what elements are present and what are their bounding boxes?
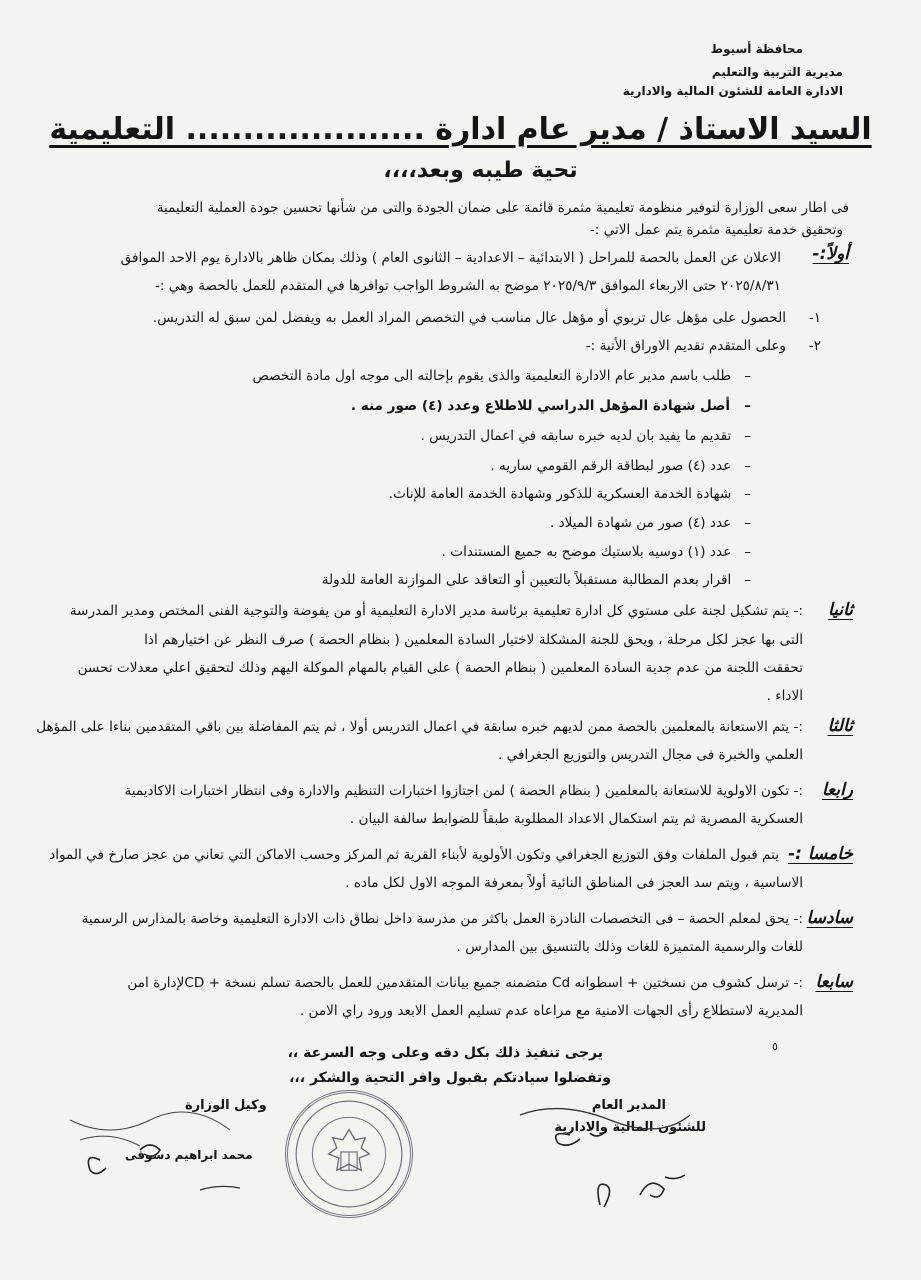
sixth-line-2: للغات والرسمية المتميزة للغات وذلك بالتنسيق بين المدارس . — [456, 939, 803, 955]
section-first-label: أولاً:- — [812, 244, 849, 264]
directorate-label: مديرية التربية والتعليم — [711, 65, 843, 79]
third-line-2: العلمي والخبرة فى مجال التدريس والتوزيع الجغرافي . — [497, 747, 803, 763]
fifth-line-2: الاساسية ، ويتم سد العجز فى المناطق النائية أولاً بمعرفة الموجه الاول لكل ماده . — [345, 875, 803, 891]
signature-right-title-1: المدير العام — [591, 1098, 666, 1113]
section-fourth-label: رابعا — [821, 780, 853, 800]
doc-item: – عدد (٤) صور لبطاقة الرقم القومي ساريه . — [490, 458, 751, 474]
numbered-1-num: ١- — [808, 310, 821, 326]
second-line-3: تحققت اللجنة من عدم جدية السادة المعلمين ( بنظام الحصة ) على القيام بالمهام الموكلة اليهم وذلك لتحقيق اعلي معدلات تحسن — [77, 660, 803, 676]
numbered-2-num: ٢- — [808, 338, 821, 354]
greeting: تحية طيبه وبعد،،،، — [383, 158, 578, 183]
intro-line-1: فى اطار سعى الوزارة لتوفير منظومة تعليمية مثمرة قائمة على ضمان الجودة والتى من شأنها تحسين جودة العملية التعليمية — [156, 200, 849, 216]
closing-line-2: وتفضلوا سيادتكم بقبول وافر التحية والشكر ،،، — [289, 1070, 611, 1086]
handwritten-signature-right — [500, 1095, 700, 1215]
governorate-label: محافظة أسيوط — [710, 42, 803, 56]
official-seal — [285, 1090, 413, 1218]
doc-item: – عدد (٤) صور من شهادة الميلاد . — [549, 515, 751, 531]
numbered-1-text: الحصول على مؤهل عال تربوي أو مؤهل عال مناسب في التخصص المراد العمل به ويفضل لمن سبق له التدريس. — [152, 310, 786, 326]
seventh-line-2: المديرية لاستطلاع رأى الجهات الامنية مع مراعاه عدم تسليم العمل الابعد ورود راي الامن . — [299, 1003, 803, 1019]
signature-left-title: وكيل الوزارة — [185, 1098, 267, 1113]
section-second-label: ثانيا — [828, 600, 853, 620]
department-label: الادارة العامة للشئون المالية والادارية — [622, 84, 843, 98]
second-line-2: التى بها عجز لكل مرحلة ، ويحق للجنة المشكلة لاختيار السادة المعلمين ( بنظام الحصة ) صرف النظر عن اختيارهم اذا — [144, 632, 803, 648]
fifth-line-1: يتم قبول الملفات وفق التوزيع الجغرافي وتكون الأولوية لأبناء القرية ثم المركز وحسب الاماكن التي تعاني من عجز صارخ في المواد — [49, 847, 779, 863]
second-line-1: :- يتم تشكيل لجنة على مستوي كل ادارة تعليمية برئاسة مدير الادارة التعليمية أو من يفوضة والتوجية الفنى المختص ومدير المدرسة — [69, 603, 803, 619]
intro-line-2: وتحقيق خدمة تعليمية مثمرة يتم عمل الاتي :- — [589, 222, 843, 238]
first-line-1: الاعلان عن العمل بالحصة للمراحل ( الابتدائية – الاعدادية – الثانوى العام ) وذلك بمكان ظاهر بالادارة يوم الاحد الموافق — [120, 250, 781, 266]
section-fifth-label: خامسا :- — [788, 844, 853, 864]
numbered-2-text: وعلى المتقدم تقديم الاوراق الأتية :- — [585, 338, 786, 354]
section-seventh-label: سابعا — [815, 972, 853, 992]
section-third-label: ثالثا — [827, 716, 853, 736]
first-line-2: ٢٠٢٥/٨/٣١ حتى الاربعاء الموافق ٢٠٢٥/٩/٣ موضح به الشروط الواجب توافرها في المتقدم للعمل بالحصة وهي :- — [155, 278, 781, 294]
doc-item: – طلب باسم مدير عام الادارة التعليمية والذى يقوم بإحالته الى موجه اول مادة التخصص — [252, 368, 751, 384]
closing-line-1: يرجى تنفيذ ذلك بكل دقه وعلى وجه السرعة ،، — [287, 1045, 603, 1061]
section-sixth-label: سادسا — [806, 908, 853, 928]
handwritten-signature-left — [60, 1100, 280, 1210]
third-line-1: :- يتم الاستعانة بالمعلمين بالحصة ممن لديهم خبره سابقة في اعمال التدريس أولا ، ثم يتم المفاضلة بين باقي المتقدمين بناءا على المؤهل — [36, 719, 803, 735]
sixth-line-1: :- يحق لمعلم الحصة – فى التخصصات النادرة العمل باكثر من مدرسة داخل نطاق ذات الادارة التعليمية وخاصة بالمدارس الرسمية — [81, 911, 803, 927]
fourth-line-2: العسكرية المصرية ثم يتم استكمال الاعداد المطلوبة طبقاً للضوابط سالفة البيان . — [349, 811, 803, 827]
seventh-line-1: :- ترسل كشوف من نسختين + اسطوانه Cd متضمنه جميع بيانات المتقدمين للعمل بالحصة تسلم نسخة + CDلإدارة امن — [127, 975, 803, 991]
signature-left-name: محمد ابراهيم دسوقى — [125, 1148, 253, 1162]
second-line-4: الاداء . — [766, 688, 803, 704]
doc-item: – اقرار بعدم المطالبة مستقبلاً بالتعيين أو التعاقد على الموازنة العامة للدولة — [321, 572, 751, 588]
doc-item: – تقديم ما يفيد بان لديه خبره سابقه في اعمال التدريس . — [420, 428, 751, 444]
signature-right-title-2: للشئون المالية والادارية — [554, 1120, 706, 1135]
doc-item: – شهادة الخدمة العسكرية للذكور وشهادة الخدمة العامة للإناث. — [388, 486, 751, 502]
stray-mark: ٥ — [772, 1040, 778, 1053]
fourth-line-1: :- تكون الاولوية للاستعانة بالمعلمين ( بنظام الحصة ) لمن اجتازوا اختبارات التنظيم والادارة وفى انتظار اختبارات الاكاديمية — [124, 783, 803, 799]
addressee-title: السيد الاستاذ / مدير عام ادارة ..................... التعليمية — [49, 112, 872, 147]
doc-item: – أصل شهادة المؤهل الدراسي للاطلاع وعدد (٤) صور منه . — [350, 398, 751, 414]
doc-item: – عدد (١) دوسيه بلاستيك موضح به جميع المستندات . — [441, 544, 751, 560]
